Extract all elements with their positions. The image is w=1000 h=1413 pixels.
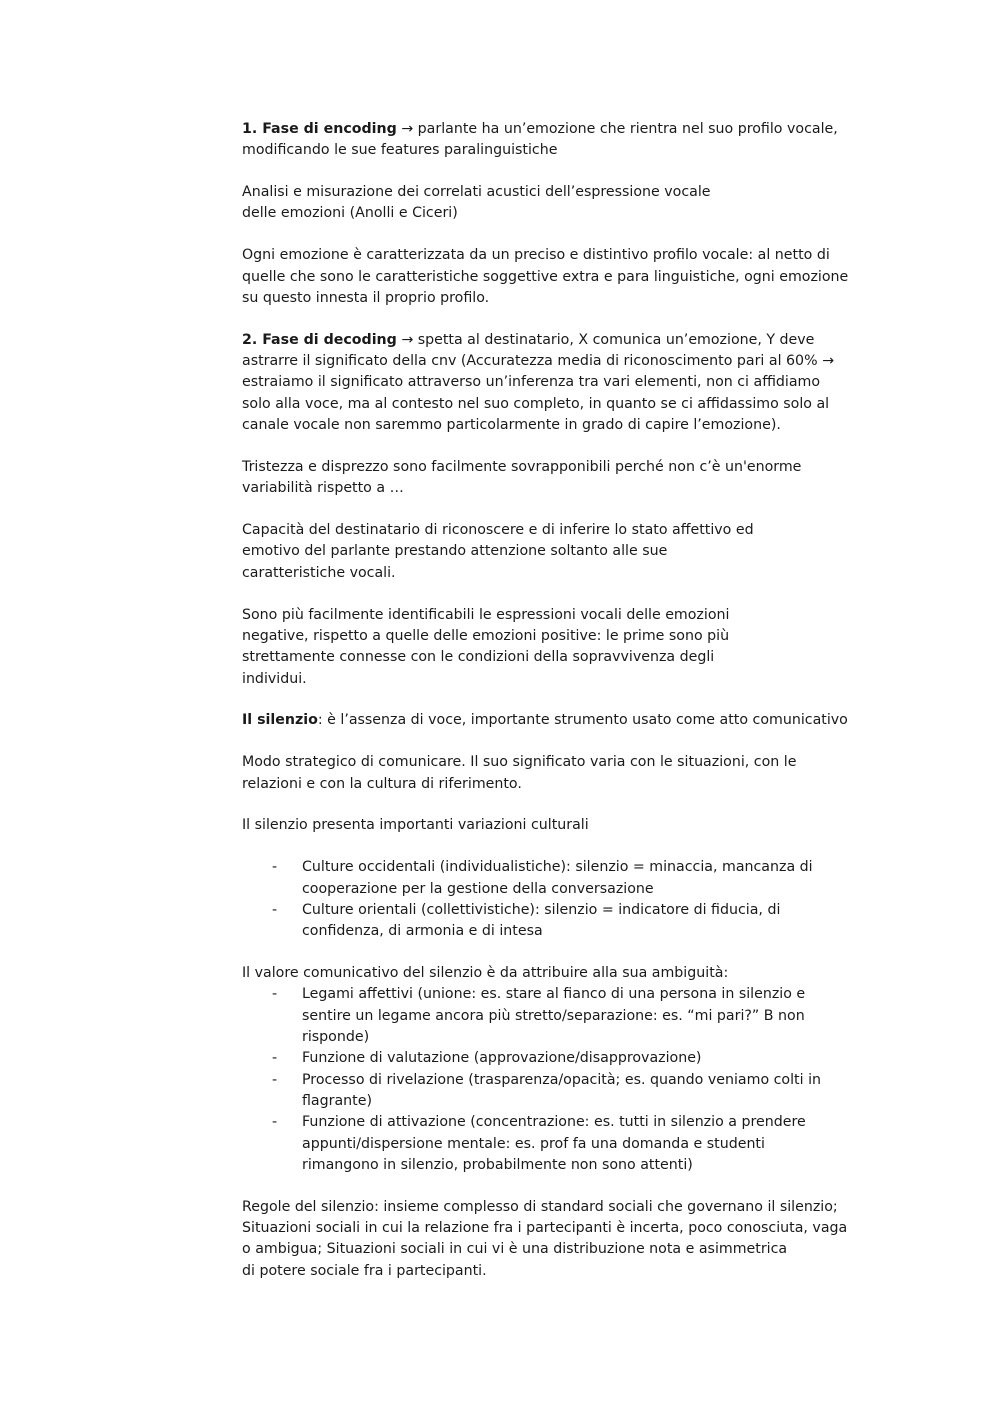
decoding-paragraph <box>242 330 882 436</box>
encoding-heading: 1. Fase di encoding <box>242 121 397 137</box>
decoding-heading: 2. Fase di decoding <box>242 331 397 348</box>
negative-emotions-paragraph: Sono più facilmente identificabili le espressioni vocali delle emozioni negative, rispetto a quelle delle emozioni positive: le prime sono più strettamente connesse con le condizioni della sopravvivenza degli individui. <box>242 606 730 687</box>
list-item-text: Funzione di attivazione (concentrazione: es. tutti in silenzio a prendere appunti/dispersione mentale: es. prof fa una domanda e studenti rimangono in silenzio, probabilmente non sono attenti) <box>302 1114 806 1173</box>
silence-definition-paragraph <box>242 710 882 731</box>
silence-definition-text: : è l’assenza di voce, importante strumento usato come atto comunicativo <box>317 712 848 729</box>
list-item-text: Culture orientali (collettivistiche): silenzio = indicatore di fiducia, di confidenza, di armonia e di intesa <box>302 901 781 940</box>
dash-bullet: - <box>272 901 278 918</box>
silence-heading: Il silenzio <box>242 712 318 729</box>
document-body <box>242 119 882 1302</box>
silence-rules-paragraph: Regole del silenzio: insieme complesso di standard sociali che governano il silenzio; Situazioni sociali in cui la relazione fra i partecipanti è incerta, poco conosciuta, vaga o ambigua; Situazioni sociali in cui vi è una distribuzione nota e asimmetrica di potere sociale fra i partecipanti. <box>242 1198 848 1279</box>
vocal-profile-paragraph: Ogni emozione è caratterizzata da un preciso e distintivo profilo vocale: al netto di quelle che sono le caratteristiche soggettive extra e para linguistiche, ogni emozione su questo innesta il proprio profilo. <box>242 247 849 306</box>
list-item <box>242 1070 882 1113</box>
dash-bullet: - <box>272 1114 278 1131</box>
cultural-variations-paragraph: Il silenzio presenta importanti variazioni culturali <box>242 817 589 834</box>
encoding-text: → parlante ha un’emozione che rientra nel suo profilo vocale, modificando le sue features paralinguistiche <box>242 121 838 159</box>
dash-bullet: - <box>272 1071 278 1088</box>
ambiguity-paragraph: Il valore comunicativo del silenzio è da attribuire alla sua ambiguità: <box>242 965 729 982</box>
acoustic-analysis-paragraph: Analisi e misurazione dei correlati acustici dell’espressione vocale delle emozioni (Anolli e Ciceri) <box>242 184 711 222</box>
list-item <box>242 900 882 943</box>
cultural-variations-list <box>242 857 882 942</box>
list-item-text: Culture occidentali (individualistiche): silenzio = minaccia, mancanza di cooperazione per la gestione della conversazione <box>302 859 813 897</box>
list-item <box>242 1112 882 1176</box>
list-item-text: Funzione di valutazione (approvazione/disapprovazione) <box>302 1050 702 1067</box>
encoding-paragraph <box>242 119 882 162</box>
dash-bullet: - <box>272 859 278 876</box>
sadness-contempt-paragraph: Tristezza e disprezzo sono facilmente sovrapponibili perché non c’è un'enorme variabilità rispetto a … <box>242 458 802 497</box>
dash-bullet: - <box>272 1050 278 1067</box>
list-item-text: Legami affettivi (unione: es. stare al fianco di una persona in silenzio e sentire un legame ancora più stretto/separazione: es. “mi pari?” B non risponde) <box>302 986 806 1046</box>
ambiguity-list <box>242 984 882 1176</box>
list-item <box>242 1048 882 1069</box>
list-item-text: Processo di rivelazione (trasparenza/opacità; es. quando veniamo colti in flagrante) <box>302 1071 821 1109</box>
decoding-text: → spetta al destinatario, X comunica un’emozione, Y deve astrarre il significato della cnv (Accuratezza media di riconoscimento pari al 60% → estraiamo il significato attraverso un’inferenza tra vari elementi, non ci affidiamo solo alla voce, ma al contesto nel suo completo, in quanto se ci affidassimo solo al canale vocale non saremmo particolarmente in grado di capire l’emozione). <box>242 331 834 434</box>
list-item <box>242 857 882 900</box>
strategic-communication-paragraph: Modo strategico di comunicare. Il suo significato varia con le situazioni, con le relazioni e con la cultura di riferimento. <box>242 754 797 792</box>
recipient-capacity-paragraph: Capacità del destinatario di riconoscere e di inferire lo stato affettivo ed emotivo del parlante prestando attenzione soltanto alle sue caratteristiche vocali. <box>242 522 754 581</box>
list-item <box>242 984 882 1048</box>
dash-bullet: - <box>272 986 278 1003</box>
